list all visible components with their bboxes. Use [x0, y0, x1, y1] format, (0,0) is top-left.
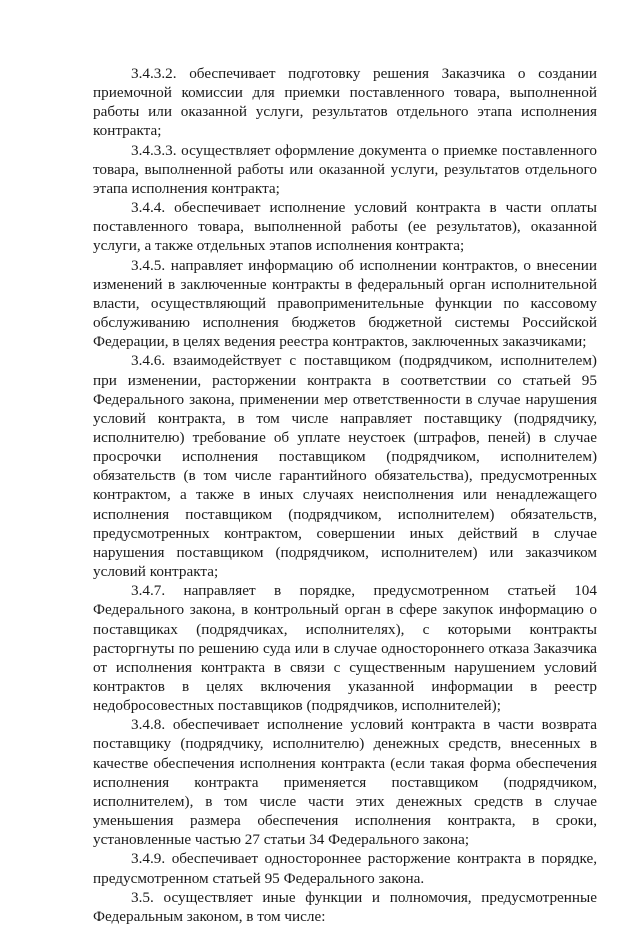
paragraph-3-4-6: 3.4.6. взаимодействует с поставщиком (подрядчиком, исполнителем) при изменении, расторжении контракта в соответствии со статьей 95 Федерального закона, применении мер ответственности в случае нарушения условий контракта, в том числе направляет поставщику (подрядчику, исполнителю) требование об уплате неустоек (штрафов, пеней) в случае просрочки исполнения поставщиком (подрядчиком, исполнителем) обязательств (в том числе гарантийного обязательства), предусмотренных контрактом, а также в иных случаях неисполнения или ненадлежащего исполнения поставщиком (подрядчиком, исполнителем) обязательств, предусмотренных контрактом, совершении иных действий в случае нарушения поставщиком (подрядчиком, исполнителем) или заказчиком условий контракта; — [93, 352, 597, 581]
paragraph-3-4-4: 3.4.4. обеспечивает исполнение условий контракта в части оплаты поставленного товара, выполненной работы (ее результатов), оказанной услуги, а также отдельных этапов исполнения контракта; — [93, 199, 597, 255]
paragraph-3-4-3-2: 3.4.3.2. обеспечивает подготовку решения Заказчика о создании приемочной комиссии для приемки поставленного товара, выполненной работы или оказанной услуги, результатов отдельного этапа исполнения контракта; — [93, 65, 597, 140]
paragraph-3-4-3-3: 3.4.3.3. осуществляет оформление документа о приемке поставленного товара, выполненной работы или оказанной услуги, результатов отдельного этапа исполнения контракта; — [93, 141, 597, 197]
paragraph-3-4-7: 3.4.7. направляет в порядке, предусмотренном статьей 104 Федерального закона, в контрольный орган в сфере закупок информацию о поставщиках (подрядчиках, исполнителях), с которыми контракты расторгнуты по решению суда или в случае одностороннего отказа Заказчика от исполнения контракта в связи с существенным нарушением условий контрактов в целях включения указанной информации в реестр недобросовестных поставщиков (подрядчиков, исполнителей); — [93, 582, 597, 715]
paragraph-3-5: 3.5. осуществляет иные функции и полномочия, предусмотренные Федеральным законом, в том числе: — [93, 888, 597, 925]
paragraph-3-4-8: 3.4.8. обеспечивает исполнение условий контракта в части возврата поставщику (подрядчику, исполнителю) денежных средств, внесенных в качестве обеспечения исполнения контракта (если такая форма обеспечения исполнения контракта применяется поставщиком (подрядчиком, исполнителем), в том числе части этих денежных средств в случае уменьшения размера обеспечения исполнения контракта, в сроки, установленные частью 27 статьи 34 Федерального закона; — [93, 716, 597, 849]
paragraph-3-4-5: 3.4.5. направляет информацию об исполнении контрактов, о внесении изменений в заключенные контракты в федеральный орган исполнительной власти, осуществляющий правоприменительные функции по кассовому обслуживанию исполнения бюджетов бюджетной системы Российской Федерации, в целях ведения реестра контрактов, заключенных заказчиками; — [93, 256, 597, 351]
document-body — [93, 64, 597, 926]
paragraph-3-4-9: 3.4.9. обеспечивает одностороннее расторжение контракта в порядке, предусмотренном статьей 95 Федерального закона. — [93, 850, 597, 887]
